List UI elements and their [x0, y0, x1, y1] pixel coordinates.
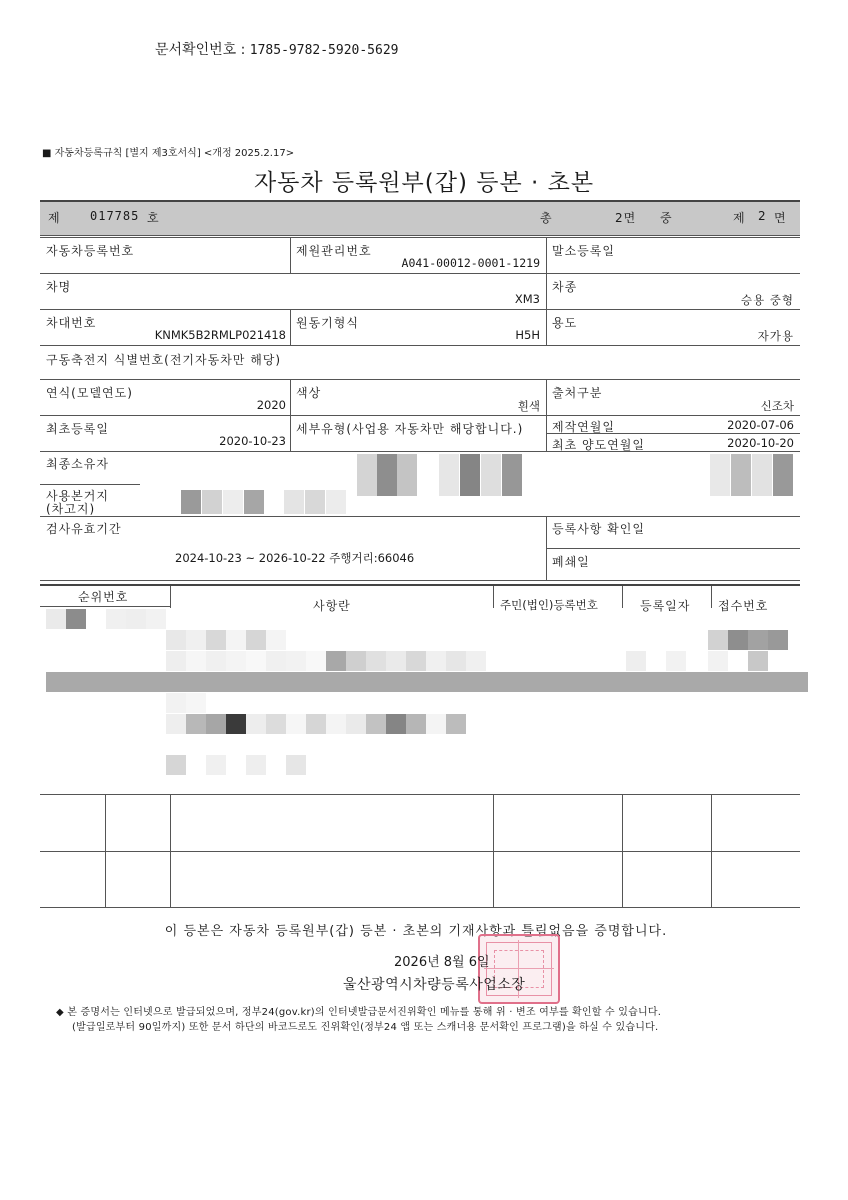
header-total-pages: 2면 — [615, 211, 637, 225]
year-label: 연식(모델연도) — [46, 386, 133, 400]
notice-line-2: (발급일로부터 90일까지) 또한 문서 하단의 바코드로도 진위확인(정부24 앱 또는 스캐너용 문서확인 프로그램)을 하실 수 있습니다. — [72, 1022, 659, 1033]
col-date-header: 등록일자 — [640, 599, 691, 613]
inspection-value: 2024-10-23 ~ 2026-10-22 주행거리:66046 — [175, 551, 415, 565]
use-label: 용도 — [552, 316, 578, 330]
document-title: 자동차 등록원부(갑) 등본 · 초본 — [253, 170, 595, 196]
col-id-header: 주민(법인)등록번호 — [500, 598, 598, 612]
header-total-label: 총 — [540, 211, 553, 225]
notice — [56, 1005, 661, 1035]
reg-no-label: 자동차등록번호 — [46, 244, 135, 258]
issue-date: 2026년 8월 6일 — [394, 955, 490, 970]
engine-value: H5H — [515, 328, 540, 342]
battery-label: 구동축전지 식별번호(전기자동차만 해당) — [46, 353, 282, 367]
spec-no-value: A041-00012-0001-1219 — [401, 256, 540, 270]
form-reference — [42, 144, 294, 159]
type-label: 차종 — [552, 280, 578, 294]
model-value: XM3 — [514, 292, 540, 306]
doc-number-line — [155, 39, 399, 59]
diamond-bullet-icon: ◆ — [56, 1007, 64, 1018]
cancel-date-label: 말소등록일 — [552, 244, 615, 258]
header-no-suffix: 호 — [147, 211, 160, 225]
form-reference-text: 자동차등록규칙 [별지 제3호서식] <개정 2025.2.17> — [54, 148, 295, 159]
header-no-value: 017785 — [90, 209, 140, 223]
doc-number-value: 1785-9782-5920-5629 — [249, 43, 399, 58]
header-page-value: 2 — [758, 209, 767, 223]
year-value: 2020 — [256, 398, 286, 412]
transfer-date-value: 2020-10-20 — [727, 436, 794, 450]
model-label: 차명 — [46, 280, 72, 294]
header-middle-label: 중 — [660, 211, 673, 225]
engine-label: 원동기형식 — [296, 316, 359, 330]
col-rank-header: 순위번호 — [78, 590, 129, 604]
origin-value: 신조차 — [760, 399, 794, 413]
transfer-date-label: 최초 양도연월일 — [552, 438, 645, 452]
doc-number-label: 문서확인번호 — [155, 42, 241, 58]
inspection-label: 검사유효기간 — [46, 522, 122, 536]
subtype-label: 세부유형(사업용 자동차만 해당합니다.) — [296, 422, 524, 436]
certify-text: 이 등본은 자동차 등록원부(갑) 등본 · 초본의 기재사항과 틀림없음을 증명합니다. — [164, 924, 668, 939]
address-label-garage: (차고지) — [46, 502, 96, 516]
address-label: 사용본거지 — [46, 489, 109, 503]
origin-label: 출처구분 — [552, 386, 603, 400]
vin-label: 차대번호 — [46, 316, 97, 330]
issuer-name: 울산광역시차량등록사업소장 — [343, 977, 526, 993]
notice-line-1: 본 증명서는 인터넷으로 발급되었으며, 정부24(gov.kr)의 인터넷발급문서진위확인 메뉴를 통해 위 · 변조 여부를 확인할 수 있습니다. — [67, 1007, 662, 1018]
scrap-date-label: 폐쇄일 — [552, 555, 590, 569]
first-reg-value: 2020-10-23 — [219, 434, 286, 448]
type-value: 승용 중형 — [740, 293, 794, 307]
use-value: 자가용 — [757, 329, 794, 343]
confirm-date-label: 등록사항 확인일 — [552, 522, 645, 536]
doc-number-sep: : — [240, 42, 246, 58]
col-item-header: 사항란 — [313, 599, 351, 613]
color-label: 색상 — [296, 386, 322, 400]
col-receipt-header: 접수번호 — [718, 599, 769, 613]
header-page-prefix: 제 — [733, 211, 746, 225]
first-reg-label: 최초등록일 — [46, 422, 109, 436]
square-bullet-icon: ■ — [42, 148, 52, 159]
mfg-date-value: 2020-07-06 — [727, 418, 794, 432]
color-value: 흰색 — [517, 399, 540, 413]
mfg-date-label: 제작연월일 — [552, 420, 615, 434]
header-no-prefix: 제 — [48, 211, 61, 225]
vin-value: KNMK5B2RMLP021418 — [154, 328, 286, 342]
header-page-suffix: 면 — [774, 211, 787, 225]
spec-no-label: 제원관리번호 — [296, 244, 372, 258]
owner-label: 최종소유자 — [46, 457, 109, 471]
